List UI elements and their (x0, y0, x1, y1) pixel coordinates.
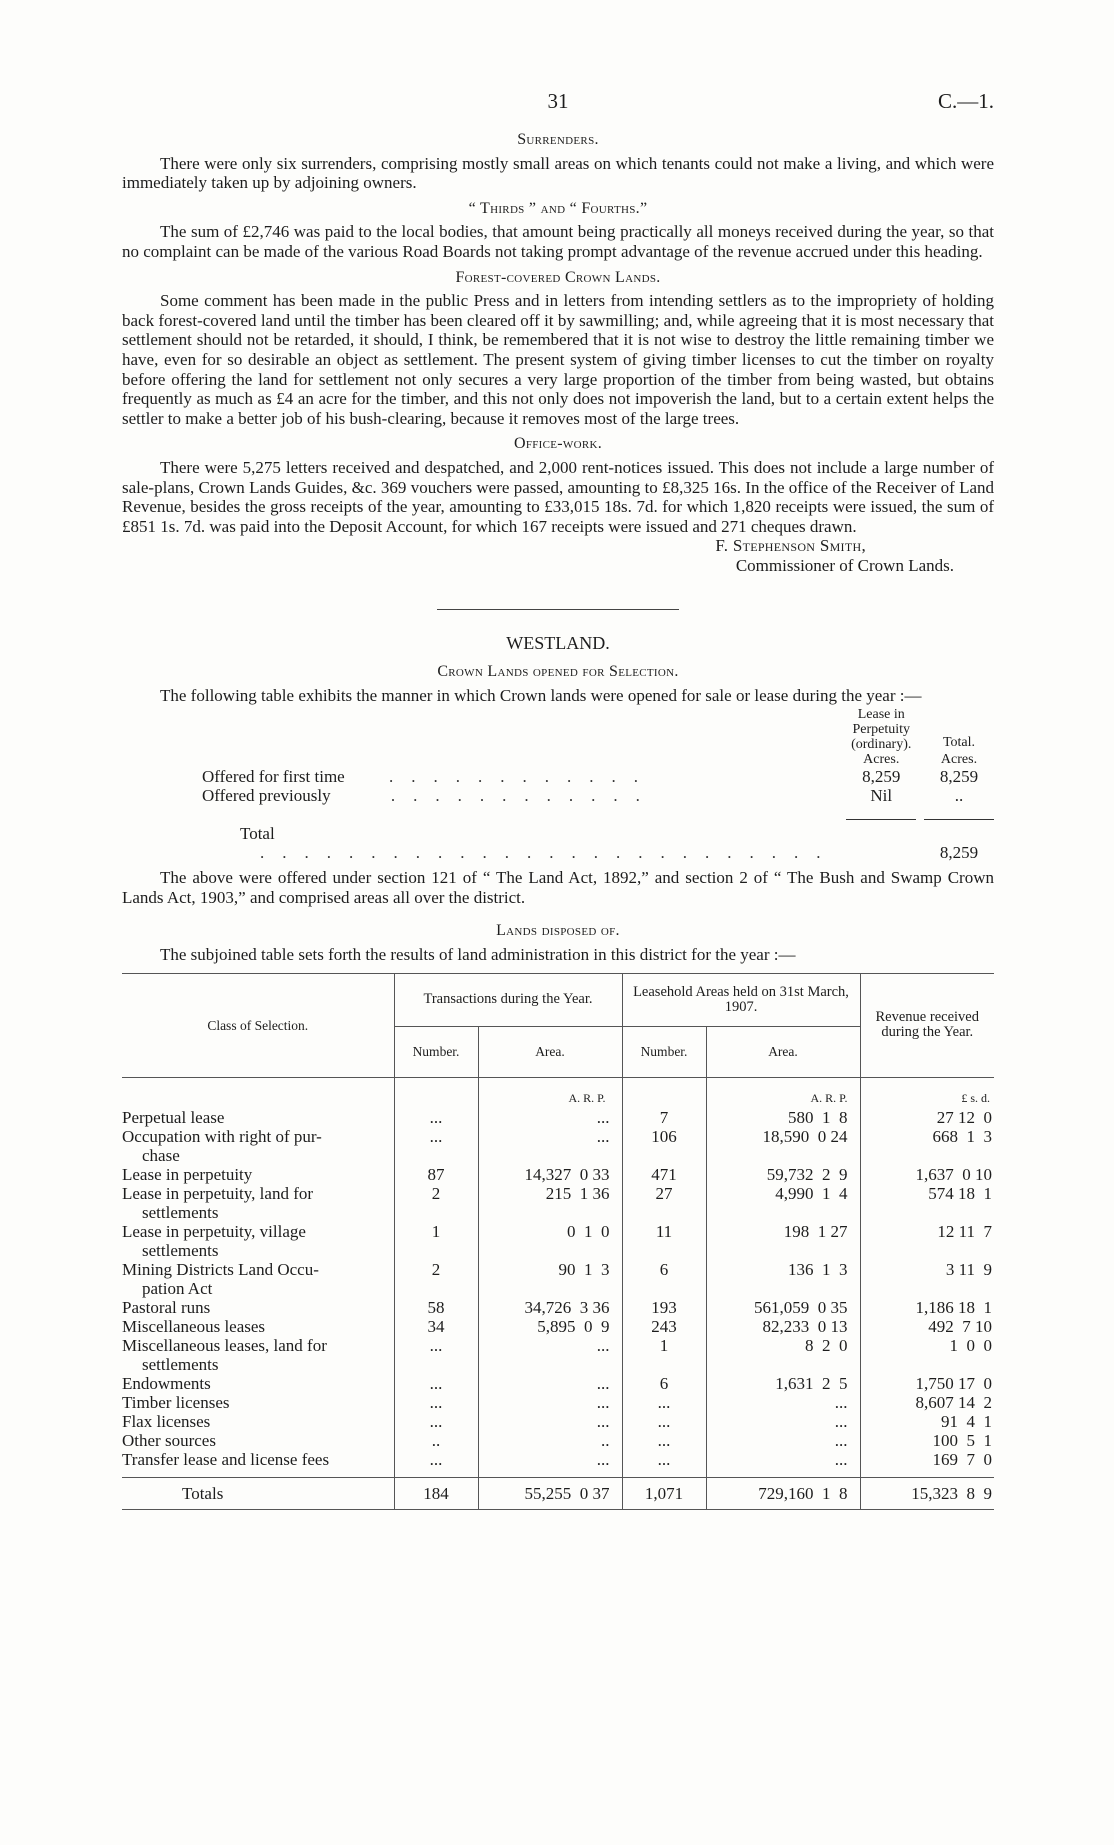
table-row (122, 1165, 994, 1184)
disposed-intro: The subjoined table sets forth the results of land administration in this district for the year :— (160, 945, 796, 965)
row-trans-area: ... (478, 1108, 622, 1127)
opened-total-label: Total (240, 824, 275, 844)
row-revenue: 100 5 1 (932, 1430, 992, 1450)
table-row (122, 1393, 994, 1412)
row-revenue: 3 11 9 (945, 1259, 992, 1279)
row-revenue: 169 7 0 (932, 1449, 992, 1469)
table-row (122, 1260, 994, 1298)
opened-table (122, 707, 994, 862)
row-lease-number: 7 (622, 1108, 706, 1127)
office-work-heading: Office-work. (513, 435, 603, 453)
row-revenue: 574 18 1 (928, 1183, 992, 1203)
row-class-continued: settlements (142, 1240, 219, 1260)
row-trans-number: 87 (394, 1165, 478, 1184)
row-class-continued: settlements (142, 1202, 219, 1222)
opened-intro: The following table exhibits the manner in which Crown lands were opened for sale or lease during the year :— (160, 685, 922, 705)
thirds-fourths-heading: “ Thirds ” and “ Fourths.” (468, 199, 648, 217)
disposed-heading: Lands disposed of. (496, 922, 620, 940)
document-reference: C.—1. (937, 89, 994, 113)
row-class: Miscellaneous leases, land for (122, 1335, 327, 1355)
table-row (122, 1374, 994, 1393)
totals-revenue: 15,323 8 9 (911, 1483, 992, 1503)
row-trans-number: ... (394, 1412, 478, 1431)
row-lease-number: 6 (622, 1374, 706, 1393)
row-trans-number: 2 (394, 1184, 478, 1222)
row-trans-number: .. (394, 1431, 478, 1450)
row-revenue: 1 0 0 (949, 1335, 992, 1355)
page-header (122, 89, 994, 124)
row-lease-number: ... (622, 1393, 706, 1412)
col-lease-area-header: Area. (706, 1026, 860, 1077)
row-trans-area: ... (478, 1393, 622, 1412)
totals-trans-number: 184 (394, 1477, 478, 1509)
row-lease-number: 1 (622, 1336, 706, 1374)
row-class: Miscellaneous leases (122, 1316, 266, 1336)
row-trans-area: 90 1 3 (478, 1260, 622, 1298)
row-revenue: 27 12 0 (936, 1107, 992, 1127)
row-class: Lease in perpetuity, land for (122, 1183, 314, 1203)
row-lease-number: 106 (622, 1127, 706, 1165)
lands-disposed-table (122, 973, 994, 1510)
signature-title: Commissioner of Crown Lands. (735, 555, 954, 575)
row-trans-area: 34,726 3 36 (478, 1298, 622, 1317)
opened-col-total-unit: Acres. (940, 752, 978, 768)
row-trans-number: ... (394, 1393, 478, 1412)
row-lease-number: 193 (622, 1298, 706, 1317)
totals-lease-number: 1,071 (622, 1477, 706, 1509)
row-trans-number: 1 (394, 1222, 478, 1260)
row-trans-number: 58 (394, 1298, 478, 1317)
row-class: Occupation with right of pur- (122, 1126, 322, 1146)
row-revenue: 1,637 0 10 (915, 1164, 992, 1184)
lease-area-units: A. R. P. (706, 1077, 860, 1108)
row-lease-area: ... (706, 1431, 860, 1450)
row-lease-number: 471 (622, 1165, 706, 1184)
row-class-continued: settlements (142, 1354, 219, 1374)
row-lease-area: 82,233 0 13 (706, 1317, 860, 1336)
row-lease-area: 4,990 1 4 (706, 1184, 860, 1222)
signature-name: F. Stephenson Smith, (715, 536, 866, 556)
table-row (122, 1450, 994, 1469)
row-class: Lease in perpetuity, village (122, 1221, 306, 1241)
totals-trans-area: 55,255 0 37 (478, 1477, 622, 1509)
row-trans-area: ... (478, 1374, 622, 1393)
col-leasehold-header: Leasehold Areas held on 31st March, 1907. (622, 973, 860, 1026)
row-lease-number: 6 (622, 1260, 706, 1298)
row-lease-number: 11 (622, 1222, 706, 1260)
row-trans-number: ... (394, 1450, 478, 1469)
document-page (122, 89, 994, 1510)
row-trans-area: .. (478, 1431, 622, 1450)
row-class: Endowments (122, 1373, 211, 1393)
revenue-units: £ s. d. (961, 1090, 990, 1105)
sum-rule (924, 819, 994, 820)
totals-lease-area: 729,160 1 8 (706, 1477, 860, 1509)
row-lease-number: ... (622, 1431, 706, 1450)
opened-row-total: .. (954, 786, 964, 806)
row-class: Mining Districts Land Occu- (122, 1259, 319, 1279)
row-revenue: 1,750 17 0 (915, 1373, 992, 1393)
row-revenue: 1,186 18 1 (915, 1297, 992, 1317)
row-revenue: 668 1 3 (932, 1126, 992, 1146)
westland-title: WESTLAND. (506, 633, 610, 654)
row-trans-number: ... (394, 1336, 478, 1374)
opened-row-lease: 8,259 (862, 767, 901, 787)
row-class: Lease in perpetuity (122, 1164, 253, 1184)
table-row (122, 1184, 994, 1222)
totals-row (122, 1477, 994, 1509)
sum-rule (846, 819, 916, 820)
table-row (122, 1431, 994, 1450)
table-row (122, 1222, 994, 1260)
row-lease-area: 561,059 0 35 (706, 1298, 860, 1317)
row-revenue: 12 11 7 (937, 1221, 992, 1241)
surrenders-paragraph: There were only six surrenders, comprising mostly small areas on which tenants could not make a living, and which were immediately taken up by adjoining owners. (122, 153, 994, 193)
row-trans-area: 215 1 36 (478, 1184, 622, 1222)
table-row (122, 1298, 994, 1317)
col-transactions-header: Transactions during the Year. (394, 973, 622, 1026)
row-revenue: 8,607 14 2 (915, 1392, 992, 1412)
row-trans-area: ... (478, 1127, 622, 1165)
row-trans-area: 0 1 0 (478, 1222, 622, 1260)
row-lease-area: ... (706, 1412, 860, 1431)
row-lease-area: 136 1 3 (706, 1260, 860, 1298)
row-lease-area: ... (706, 1450, 860, 1469)
row-trans-area: ... (478, 1412, 622, 1431)
row-trans-area: 5,895 0 9 (478, 1317, 622, 1336)
row-class: Flax licenses (122, 1411, 211, 1431)
row-lease-area: 580 1 8 (706, 1108, 860, 1127)
trans-area-units: A. R. P. (478, 1077, 622, 1108)
opened-row-label: Offered for first time (202, 767, 345, 787)
opened-heading: Crown Lands opened for Selection. (437, 663, 679, 681)
opened-row-lease: Nil (870, 786, 893, 806)
forest-lands-paragraph: Some comment has been made in the public Press and in letters from intending settlers as to the impropriety of holding back forest-covered land until the timber has been cleared off it by sawmilling; and, while agreeing that it is most necessary that settlement should not be retarded, it should, I think, be remembered that it is not wise to destroy the little remaining timber we have, even for so desirable an object as settlement. The present system of giving timber licenses to cut the timber on royalty before offering the land for settlement not only secures a very large proportion of the timber from being wasted, but obtains frequently as much as £4 an acre for the timber, and this not only does not impoverish the land, but to a certain extent helps the settler to make a better job of his bush-clearing, because it removes most of the large trees. (122, 291, 994, 428)
row-lease-number: ... (622, 1450, 706, 1469)
table-row (122, 1412, 994, 1431)
forest-lands-heading: Forest-covered Crown Lands. (455, 268, 661, 286)
row-trans-number: 34 (394, 1317, 478, 1336)
row-trans-area: ... (478, 1336, 622, 1374)
surrenders-heading: Surrenders. (517, 131, 599, 148)
row-lease-number: 243 (622, 1317, 706, 1336)
row-lease-number: 27 (622, 1184, 706, 1222)
row-class-continued: chase (142, 1145, 180, 1165)
opened-total-row: Total .......................... 8,259 (122, 824, 994, 862)
col-trans-number-header: Number. (394, 1026, 478, 1077)
row-trans-number: 2 (394, 1260, 478, 1298)
opened-row: Offered previously ............ Nil .. (122, 786, 994, 805)
row-class-continued: pation Act (142, 1278, 213, 1298)
row-trans-number: ... (394, 1374, 478, 1393)
row-class: Pastoral runs (122, 1297, 211, 1317)
row-revenue: 492 7 10 (928, 1316, 992, 1336)
opened-row-total: 8,259 (939, 767, 979, 787)
opened-row: Offered for first time ............ 8,259 8,259 (122, 767, 994, 786)
page-number: 31 (547, 89, 569, 113)
row-class: Timber licenses (122, 1392, 230, 1412)
opened-col-total-header: Total. (942, 735, 976, 751)
opened-col-lease-header: Lease in Perpetuity (ordinary). (851, 707, 912, 753)
opened-total-value: 8,259 (939, 843, 979, 863)
row-lease-area: 1,631 2 5 (706, 1374, 860, 1393)
row-trans-area: ... (478, 1450, 622, 1469)
row-trans-number: ... (394, 1108, 478, 1127)
opened-col-lease-unit: Acres. (863, 752, 900, 768)
opened-note: The above were offered under section 121 of “ The Land Act, 1892,” and section 2 of “ The Bush and Swamp Crown Lands Act, 1903,” and comprised areas all over the district. (122, 868, 994, 907)
col-class-header: Class of Selection. (122, 973, 394, 1077)
row-revenue: 91 4 1 (941, 1411, 992, 1431)
totals-label: Totals (122, 1477, 394, 1509)
row-lease-area: ... (706, 1393, 860, 1412)
thirds-fourths-paragraph: The sum of £2,746 was paid to the local bodies, that amount being practically all moneys received during the year, so that no complaint can be made of the various Road Boards not taking prompt advantage of the revenue accrued under this heading. (122, 222, 994, 261)
row-trans-number: ... (394, 1127, 478, 1165)
col-trans-area-header: Area. (478, 1026, 622, 1077)
row-lease-area: 59,732 2 9 (706, 1165, 860, 1184)
row-lease-area: 198 1 27 (706, 1222, 860, 1260)
row-lease-number: ... (622, 1412, 706, 1431)
table-row (122, 1336, 994, 1374)
section-divider (437, 609, 679, 610)
table-row (122, 1317, 994, 1336)
row-lease-area: 18,590 0 24 (706, 1127, 860, 1165)
office-work-paragraph: There were 5,275 letters received and despatched, and 2,000 rent-notices issued. This does not include a large number of sale-plans, Crown Lands Guides, &c. 369 vouchers were passed, amounting to £8,325 16s. In the office of the Receiver of Land Revenue, besides the gross receipts of the year, amounting to £33,015 18s. 7d. for which 1,820 receipts were issued, the sum of £851 1s. 7d. was paid into the Deposit Account, for which 167 receipts were issued and 271 cheques drawn. (122, 457, 994, 536)
col-revenue-header: Revenue received during the Year. (860, 973, 994, 1077)
row-class: Perpetual lease (122, 1107, 225, 1127)
table-row (122, 1127, 994, 1165)
row-lease-area: 8 2 0 (706, 1336, 860, 1374)
opened-row-label: Offered previously (202, 786, 331, 806)
table-row (122, 1108, 994, 1127)
col-lease-number-header: Number. (622, 1026, 706, 1077)
row-class: Transfer lease and license fees (122, 1449, 330, 1469)
row-trans-area: 14,327 0 33 (478, 1165, 622, 1184)
row-class: Other sources (122, 1430, 216, 1450)
